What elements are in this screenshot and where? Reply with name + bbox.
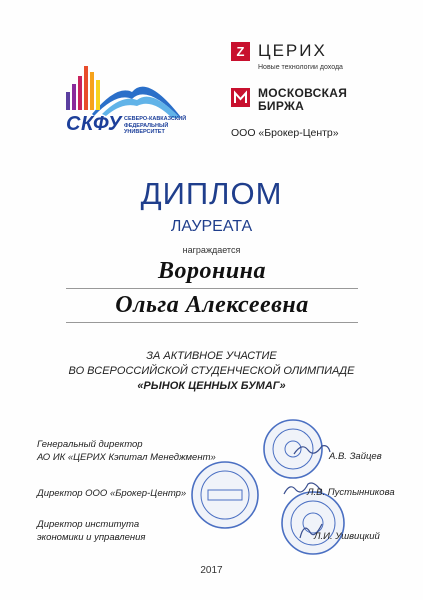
- signatory-3-title: Директор института экономики и управления: [37, 519, 146, 543]
- signatory-2-title: Директор ООО «Брокер-Центр»: [37, 488, 187, 499]
- name-underline: [66, 322, 358, 323]
- diploma-year: 2017: [200, 565, 223, 576]
- diploma-title: ДИПЛОМ: [140, 176, 283, 211]
- signatory-2-name: Л.В. Пустынникова: [307, 487, 395, 498]
- name-underline: [66, 288, 358, 289]
- moex-logo-icon: [231, 88, 250, 107]
- broker-name: ООО «Брокер-Центр»: [231, 127, 339, 139]
- stamp-icon: [190, 460, 260, 530]
- skfu-abbr: СКФУ: [66, 113, 122, 135]
- moex-name: МОСКОВСКАЯ БИРЖА: [258, 86, 348, 113]
- signature-icon: [292, 440, 332, 458]
- recipient-given-names: Ольга Алексеевна: [115, 292, 309, 318]
- zerich-logo-icon: Z: [231, 42, 250, 61]
- award-reason: ЗА АКТИВНОЕ УЧАСТИЕ ВО ВСЕРОССИЙСКОЙ СТУДЕНЧЕСКОЙ ОЛИМПИАДЕ «РЫНОК ЦЕННЫХ БУМАГ»: [68, 350, 355, 392]
- signatory-1-name: А.В. Зайцев: [329, 451, 382, 462]
- zerich-name: ЦЕРИХ: [258, 41, 327, 60]
- awarded-label: награждается: [182, 245, 241, 255]
- signatory-3-name: Л.И. Ушвицкий: [314, 531, 380, 542]
- signatory-1-title: Генеральный директор АО ИК «ЦЕРИХ Кэпитал Менеджмент»: [37, 439, 216, 463]
- diploma-subtitle: ЛАУРЕАТА: [170, 218, 253, 235]
- zerich-tagline: Новые технологии дохода: [258, 64, 343, 71]
- recipient-surname: Воронина: [157, 258, 266, 284]
- skfu-full-name: СЕВЕРО-КАВКАЗСКИЙ ФЕДЕРАЛЬНЫЙ УНИВЕРСИТЕТ: [124, 116, 187, 135]
